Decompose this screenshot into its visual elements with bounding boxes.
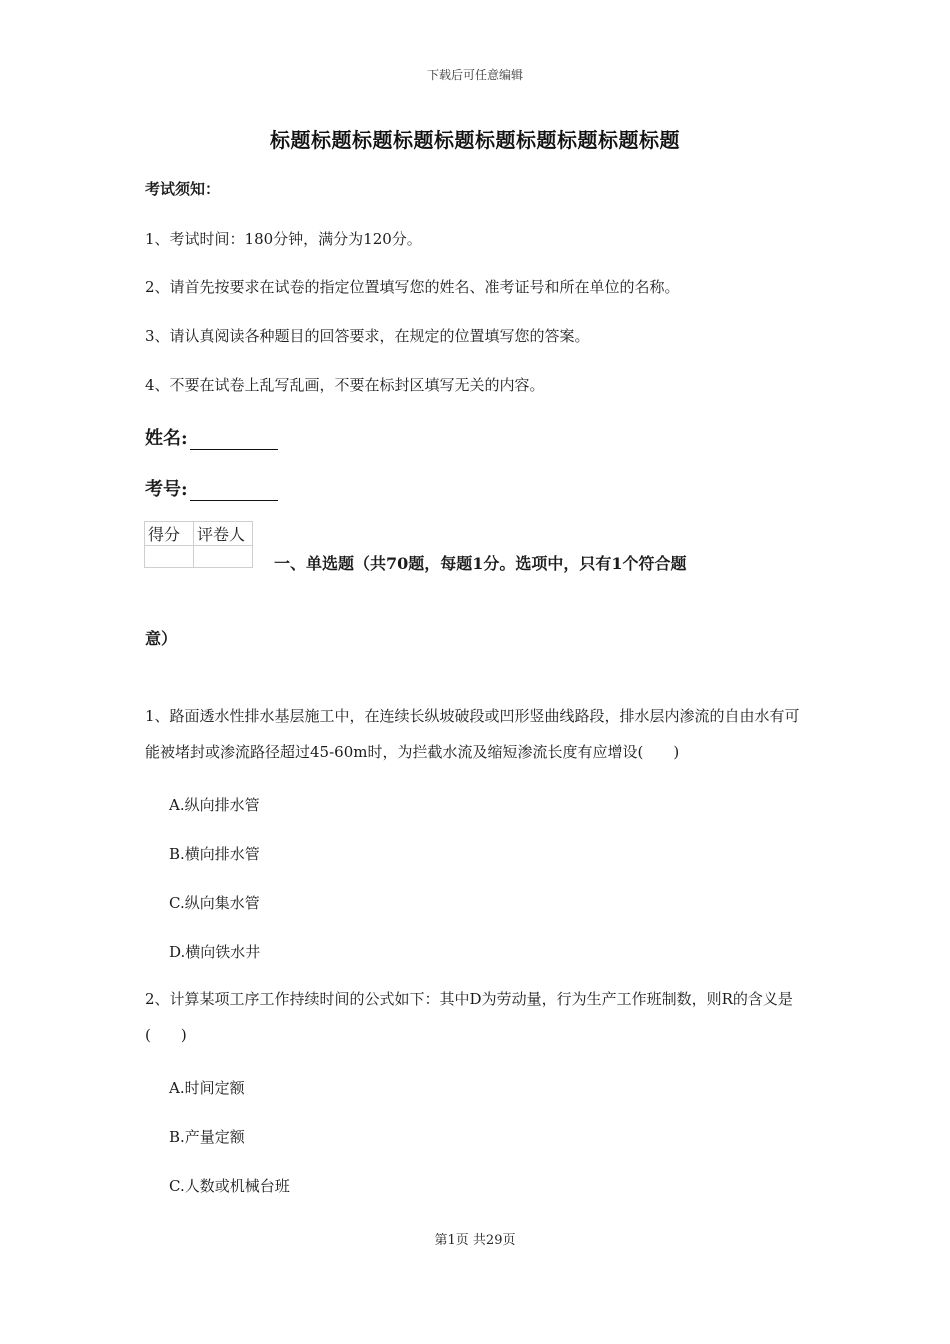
- notice-heading: 考试须知：: [145, 180, 221, 198]
- question-1-option-b[interactable]: B.横向排水管: [169, 845, 260, 863]
- notice-item: 3、请认真阅读各种题目的回答要求，在规定的位置填写您的答案。: [145, 327, 590, 345]
- question-1-option-d[interactable]: D.横向铁水井: [169, 943, 261, 961]
- notice-item: 4、不要在试卷上乱写乱画，不要在标封区填写无关的内容。: [145, 376, 545, 394]
- exam-id-blank-line[interactable]: [190, 482, 278, 501]
- score-cell[interactable]: [145, 546, 194, 568]
- name-field[interactable]: [145, 424, 278, 450]
- notice-item: 1、考试时间：180分钟，满分为120分。: [145, 230, 422, 248]
- section-title-continued: 意）: [145, 629, 178, 648]
- score-table: [144, 521, 253, 568]
- question-1-option-c[interactable]: C.纵向集水管: [169, 894, 260, 912]
- question-2-option-a[interactable]: A.时间定额: [169, 1079, 245, 1097]
- name-label: 姓名:: [145, 428, 188, 449]
- page-footer: 第1页 共29页: [434, 1233, 516, 1248]
- score-header: 得分: [145, 522, 194, 546]
- question-1-option-a[interactable]: A.纵向排水管: [169, 796, 260, 814]
- name-blank-line[interactable]: [190, 431, 278, 450]
- grader-header: 评卷人: [194, 522, 253, 546]
- exam-id-label: 考号:: [145, 479, 188, 500]
- grader-cell[interactable]: [194, 546, 253, 568]
- section-title: 一、单选题（共70题，每题1分。选项中，只有1个符合题: [274, 554, 687, 573]
- question-2-option-c[interactable]: C.人数或机械台班: [169, 1177, 290, 1195]
- exam-id-field[interactable]: [145, 475, 278, 501]
- notice-item: 2、请首先按要求在试卷的指定位置填写您的姓名、准考证号和所在单位的名称。: [145, 278, 680, 296]
- question-1-text: 1、路面透水性排水基层施工中，在连续长纵坡破段或凹形竖曲线路段，排水层内渗流的自由水有可能被堵封或渗流路径超过45-60m时，为拦截水流及缩短渗流长度有应增设( ): [145, 707, 800, 761]
- header-note: 下载后可任意编辑: [426, 68, 523, 82]
- document-title: 标题标题标题标题标题标题标题标题标题标题: [270, 128, 680, 152]
- question-2-text: 2、计算某项工序工作持续时间的公式如下：其中D为劳动量，行为生产工作班制数，则R的含义是( ): [145, 990, 793, 1044]
- question-2-option-b[interactable]: B.产量定额: [169, 1128, 245, 1146]
